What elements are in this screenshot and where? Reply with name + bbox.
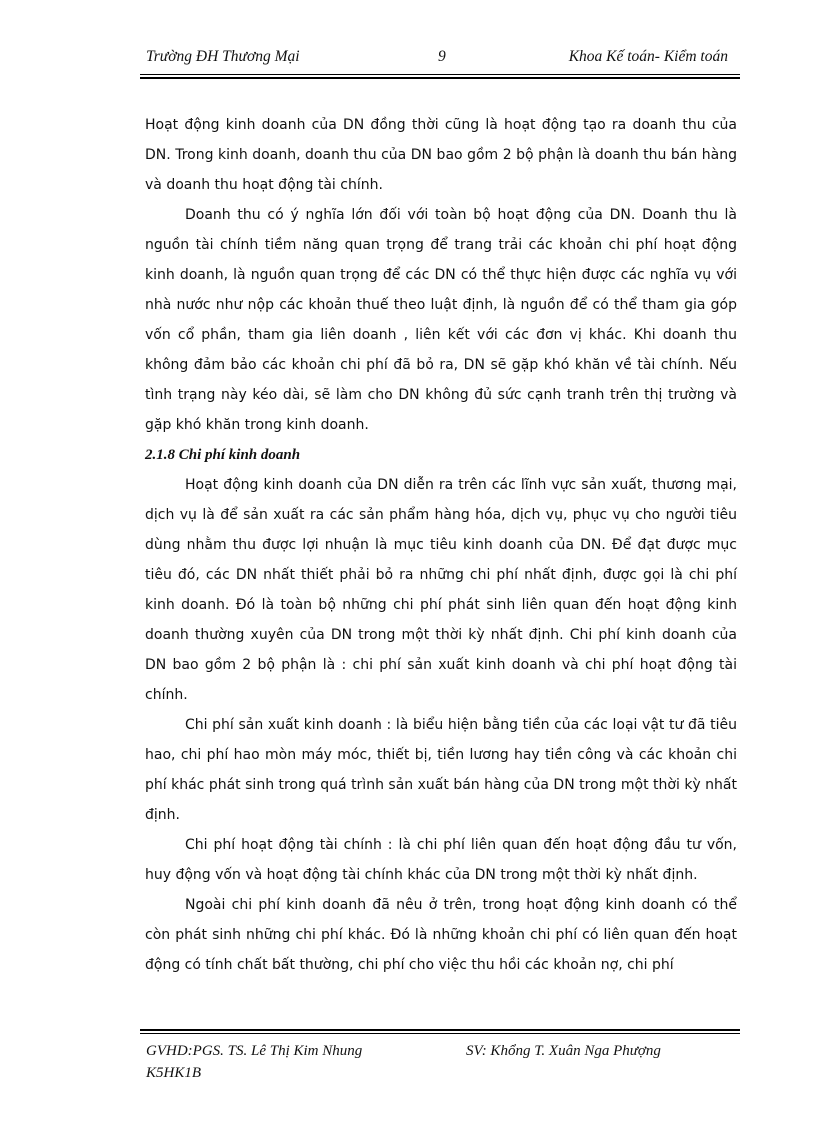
header-page-number: 9 <box>438 48 446 65</box>
paragraph-revenue-meaning: Doanh thu có ý nghĩa lớn đối với toàn bộ hoạt động của DN. Doanh thu là nguồn tài chính tiềm năng quan trọng để trang trải các khoản chi phí hoạt động kinh doanh, là nguồn quan trọng để các DN có thể thực hiện được các nghĩa vụ với nhà nước như nộp các khoản thuế theo luật định, là nguồn để có thể tham gia góp vốn cổ phần, tham gia liên doanh , liên kết với các đơn vị khác. Khi doanh thu không đảm bảo các khoản chi phí đã bỏ ra, DN sẽ gặp khó khăn về tài chính. Nếu tình trạng này kéo dài, sẽ làm cho DN không đủ sức cạnh tranh trên thị trường và gặp khó khăn trong kinh doanh. <box>145 207 737 433</box>
footer-rule-thick <box>140 1029 740 1031</box>
footer-supervisor: GVHD:PGS. TS. Lê Thị Kim Nhung <box>146 1043 363 1059</box>
paragraph-cost-intro: Hoạt động kinh doanh của DN diễn ra trên các lĩnh vực sản xuất, thương mại, dịch vụ là để sản xuất ra các sản phẩm hàng hóa, dịch vụ, phục vụ cho người tiêu dùng nhằm thu được lợi nhuận là mục tiêu kinh doanh của DN. Để đạt được mục tiêu đó, các DN nhất thiết phải bỏ ra những chi phí nhất định, được gọi là chi phí kinh doanh. Đó là toàn bộ những chi phí phát sinh liên quan đến hoạt động kinh doanh thường xuyên của DN trong một thời kỳ nhất định. Chi phí kinh doanh của DN bao gồm 2 bộ phận là : chi phí sản xuất kinh doanh và chi phí hoạt động tài chính. <box>145 477 737 703</box>
page-header <box>140 48 740 72</box>
footer-student: SV: Khổng T. Xuân Nga Phượng <box>466 1043 661 1059</box>
paragraph-revenue-intro: Hoạt động kinh doanh của DN đồng thời cũng là hoạt động tạo ra doanh thu của DN. Trong kinh doanh, doanh thu của DN bao gồm 2 bộ phận là doanh thu bán hàng và doanh thu hoạt động tài chính. <box>145 117 737 193</box>
header-faculty: Khoa Kế toán- Kiểm toán <box>568 48 728 65</box>
footer-rule-thin <box>140 1033 740 1034</box>
paragraph-other-cost: Ngoài chi phí kinh doanh đã nêu ở trên, trong hoạt động kinh doanh có thể còn phát sinh những chi phí khác. Đó là những khoản chi phí có liên quan đến hoạt động có tính chất bất thường, chi phí cho việc thu hồi các khoản nợ, chi phí <box>145 897 737 973</box>
header-rule-thin <box>140 74 740 75</box>
header-rule-thick <box>140 77 740 79</box>
paragraph-financial-cost: Chi phí hoạt động tài chính : là chi phí liên quan đến hoạt động đầu tư vốn, huy động vốn và hoạt động tài chính khác của DN trong một thời kỳ nhất định. <box>145 837 737 883</box>
paragraph-production-cost: Chi phí sản xuất kinh doanh : là biểu hiện bằng tiền của các loại vật tư đã tiêu hao, chi phí hao mòn máy móc, thiết bị, tiền lương hay tiền công và các khoản chi phí khác phát sinh trong quá trình sản xuất bán hàng của DN trong một thời kỳ nhất định. <box>145 717 737 823</box>
section-heading: 2.1.8 Chi phí kinh doanh <box>145 447 301 463</box>
header-university: Trường ĐH Thương Mại <box>146 48 300 65</box>
footer-class-code: K5HK1B <box>146 1065 202 1081</box>
page-body <box>145 110 737 980</box>
